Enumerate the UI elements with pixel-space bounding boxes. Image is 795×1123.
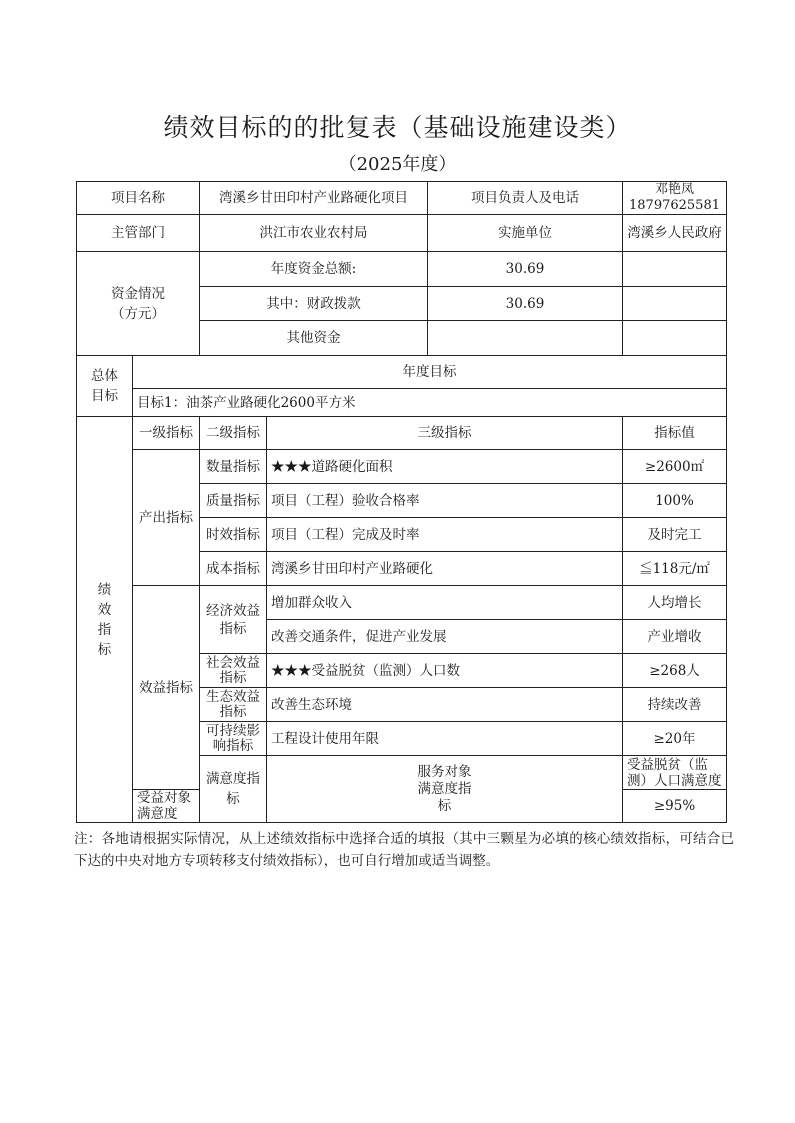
benefit-label: 效益指标 bbox=[133, 586, 200, 790]
col-level3: 三级指标 bbox=[267, 417, 623, 450]
output-value: 及时完工 bbox=[623, 518, 727, 552]
indicator-header-row bbox=[77, 417, 727, 450]
contact-value: 邓艳凤18797625581 bbox=[623, 182, 727, 215]
output-level2: 数量指标 bbox=[200, 450, 267, 484]
output-level2: 时效指标 bbox=[200, 518, 267, 552]
satisfaction-label: 满意度指 标 bbox=[200, 756, 267, 823]
economic-label: 经济效益 指标 bbox=[200, 586, 267, 654]
sustain-name: 工程设计使用年限 bbox=[267, 722, 623, 756]
output-name: 项目（工程）验收合格率 bbox=[267, 484, 623, 518]
output-name: 项目（工程）完成及时率 bbox=[267, 518, 623, 552]
output-label: 产出指标 bbox=[133, 450, 200, 586]
unit-value: 湾溪乡人民政府 bbox=[623, 215, 727, 252]
goal-label: 总体 目标 bbox=[77, 356, 133, 417]
project-name-value: 湾溪乡甘田印村产业路硬化项目 bbox=[200, 182, 428, 214]
funds-total-label: 年度资金总额: bbox=[200, 252, 428, 286]
footnote: 注：各地请根据实际情况，从上述绩效指标中选择合适的填报（其中三颗星为必填的核心绩效指标，可结合已下达的中央对地方专项转移支付绩效指标），也可自行增加或适当调整。 bbox=[74, 831, 734, 869]
funds-fiscal-value: 30.69 bbox=[505, 295, 545, 312]
output-level2: 质量指标 bbox=[200, 484, 267, 518]
social-label: 社会效益 指标 bbox=[200, 654, 267, 688]
contact-label: 项目负责人及电话 bbox=[471, 190, 579, 206]
benefit-value: 产业增收 bbox=[623, 620, 727, 654]
unit-label: 实施单位 bbox=[498, 225, 552, 241]
output-name: ★★★道路硬化面积 bbox=[267, 450, 623, 484]
performance-table bbox=[76, 181, 727, 823]
dept-label: 主管部门 bbox=[77, 215, 200, 252]
eco-value: 持续改善 bbox=[623, 688, 727, 722]
col-value: 指标值 bbox=[623, 417, 727, 450]
benefit-value: 人均增长 bbox=[623, 586, 727, 620]
eco-name: 改善生态环境 bbox=[267, 688, 623, 722]
dept-value: 洪江市农业农村局 bbox=[200, 215, 428, 251]
table-row bbox=[77, 450, 727, 484]
benefit-name: 改善交通条件，促进产业发展 bbox=[267, 620, 623, 654]
goal-header-row bbox=[77, 356, 727, 389]
project-name-label: 项目名称 bbox=[77, 182, 200, 215]
funds-label: 资金情况 （方元） bbox=[77, 252, 200, 356]
satisfaction-name: 受益脱贫（监测）人口满意度 bbox=[623, 756, 727, 790]
funds-other-label: 其他资金 bbox=[200, 321, 428, 355]
page-subtitle: （2025年度） bbox=[338, 154, 457, 175]
goal-target-row bbox=[77, 389, 727, 417]
page-title: 绩效目标的的批复表（基础设施建设类） bbox=[163, 113, 632, 142]
project-row bbox=[77, 182, 727, 215]
funds-total-row bbox=[77, 252, 727, 287]
sustain-label: 可持续影 响指标 bbox=[200, 722, 267, 756]
output-level2: 成本指标 bbox=[200, 552, 267, 586]
satisfaction-level2: 服务对象 满意度指 标 bbox=[267, 756, 623, 823]
satisfaction-name: 受益对象满意度 bbox=[133, 790, 200, 823]
satisfaction-value: ≥95% bbox=[623, 790, 727, 823]
table-row bbox=[77, 586, 727, 620]
goal-target: 目标1：油茶产业路硬化2600平方米 bbox=[133, 389, 727, 417]
output-value: 100% bbox=[623, 484, 727, 518]
social-name: ★★★受益脱贫（监测）人口数 bbox=[267, 654, 623, 688]
eco-label: 生态效益 指标 bbox=[200, 688, 267, 722]
benefit-name: 增加群众收入 bbox=[267, 586, 623, 620]
sustain-value: ≥20年 bbox=[623, 722, 727, 756]
goal-annual-label: 年度目标 bbox=[133, 356, 727, 389]
output-value: ≥2600㎡ bbox=[623, 450, 727, 484]
indicators-label: 绩 效 指 标 bbox=[77, 417, 133, 823]
dept-row bbox=[77, 215, 727, 252]
funds-total-value: 30.69 bbox=[505, 261, 545, 277]
social-value: ≥268人 bbox=[623, 654, 727, 688]
output-value: ≦118元/㎡ bbox=[623, 552, 727, 586]
funds-fiscal-label: 其中：财政拨款 bbox=[200, 287, 428, 320]
col-level1: 一级指标 bbox=[133, 417, 200, 450]
output-name: 湾溪乡甘田印村产业路硬化 bbox=[267, 552, 623, 586]
col-level2: 二级指标 bbox=[200, 417, 267, 450]
funds-other-value bbox=[428, 321, 622, 355]
